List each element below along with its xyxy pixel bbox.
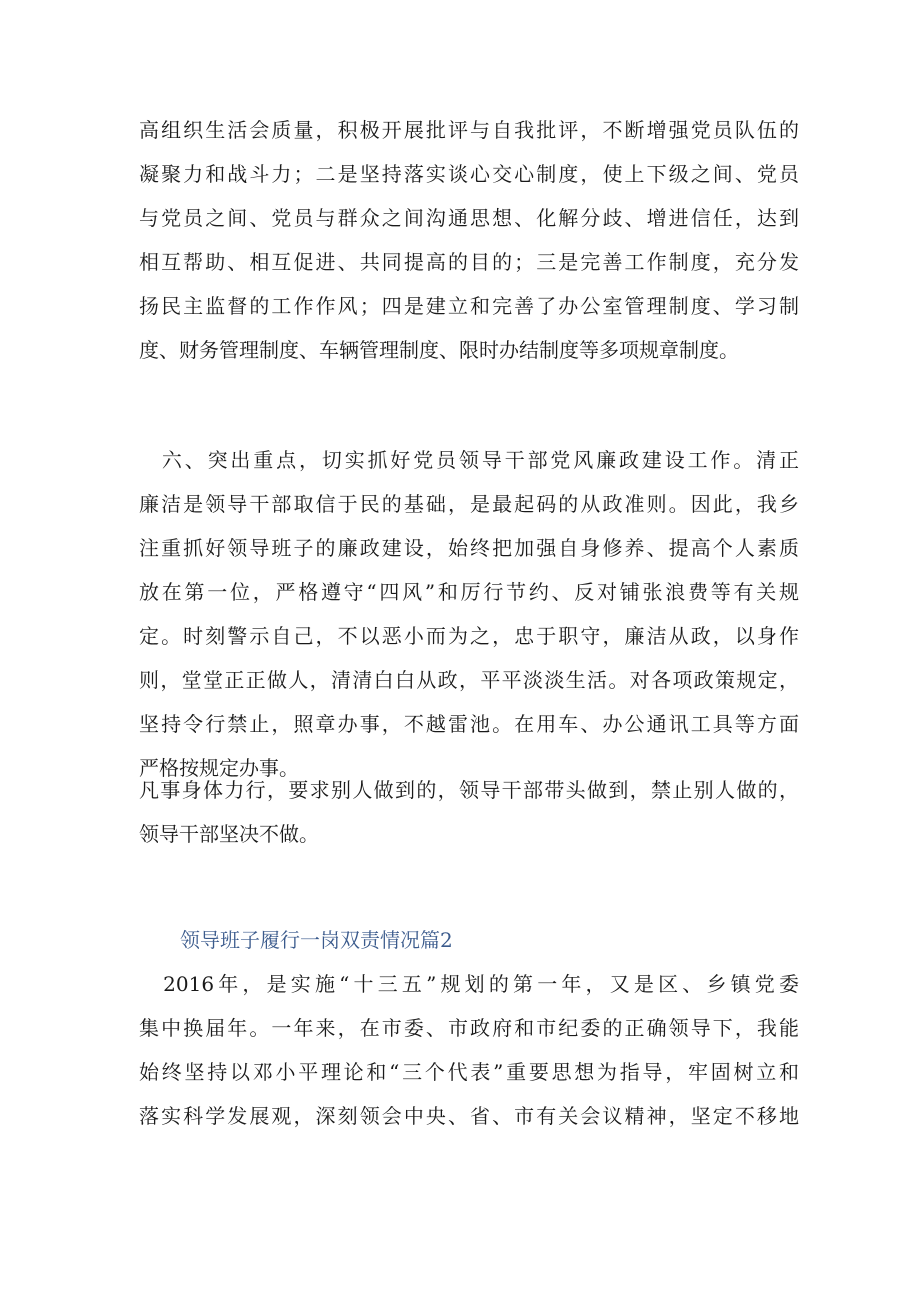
paragraph-institutions [139,108,799,372]
text-line: 2016年，是实施“十三五”规划的第一年，又是区、乡镇党委 [139,972,799,996]
text-line: 放在第一位，严格遵守“四风”和厉行节约、反对铺张浪费等有关规 [139,580,799,604]
text-line: 廉洁是领导干部取信于民的基础，是最起码的从政准则。因此，我乡 [139,492,799,516]
text-line: 定。时刻警示自己，不以恶小而为之，忠于职守，廉洁从政，以身作 [139,624,799,648]
text-line: 始终坚持以邓小平理论和“三个代表”重要思想为指导，牢固树立和 [139,1060,799,1084]
paragraph-2016-review [139,962,799,1138]
text-line: 度、财务管理制度、车辆管理制度、限时办结制度等多项规章制度。 [139,338,739,362]
text-line: 凡事身体力行，要求别人做到的，领导干部带头做到，禁止别人做的， [139,778,799,802]
text-line: 高组织生活会质量，积极开展批评与自我批评，不断增强党员队伍的 [139,118,799,142]
paragraph-lead-by-example [139,768,799,856]
text-line: 落实科学发展观，深刻领会中央、省、市有关会议精神，坚定不移地 [139,1104,799,1128]
text-line: 六、突出重点，切实抓好党员领导干部党风廉政建设工作。清正 [139,448,799,472]
text-line: 领导干部坚决不做。 [139,822,319,846]
text-line: 严格按规定办事。 [139,756,299,780]
text-line: 扬民主监督的工作作风；四是建立和完善了办公室管理制度、学习制 [139,294,799,318]
text-line: 相互帮助、相互促进、共同提高的目的；三是完善工作制度，充分发 [139,250,799,274]
text-line: 与党员之间、党员与群众之间沟通思想、化解分歧、增进信任，达到 [139,206,799,230]
text-line: 凝聚力和战斗力；二是坚持落实谈心交心制度，使上下级之间、党员 [139,162,799,186]
section-heading: 领导班子履行一岗双责情况篇2 [180,928,453,952]
text-line: 注重抓好领导班子的廉政建设，始终把加强自身修养、提高个人素质 [139,536,799,560]
text-line: 集中换届年。一年来，在市委、市政府和市纪委的正确领导下，我能 [139,1016,799,1040]
text-line: 坚持令行禁止，照章办事，不越雷池。在用车、办公通讯工具等方面 [139,712,799,736]
paragraph-integrity [139,438,799,790]
text-line: 则，堂堂正正做人，清清白白从政，平平淡淡生活。对各项政策规定， [139,668,799,692]
